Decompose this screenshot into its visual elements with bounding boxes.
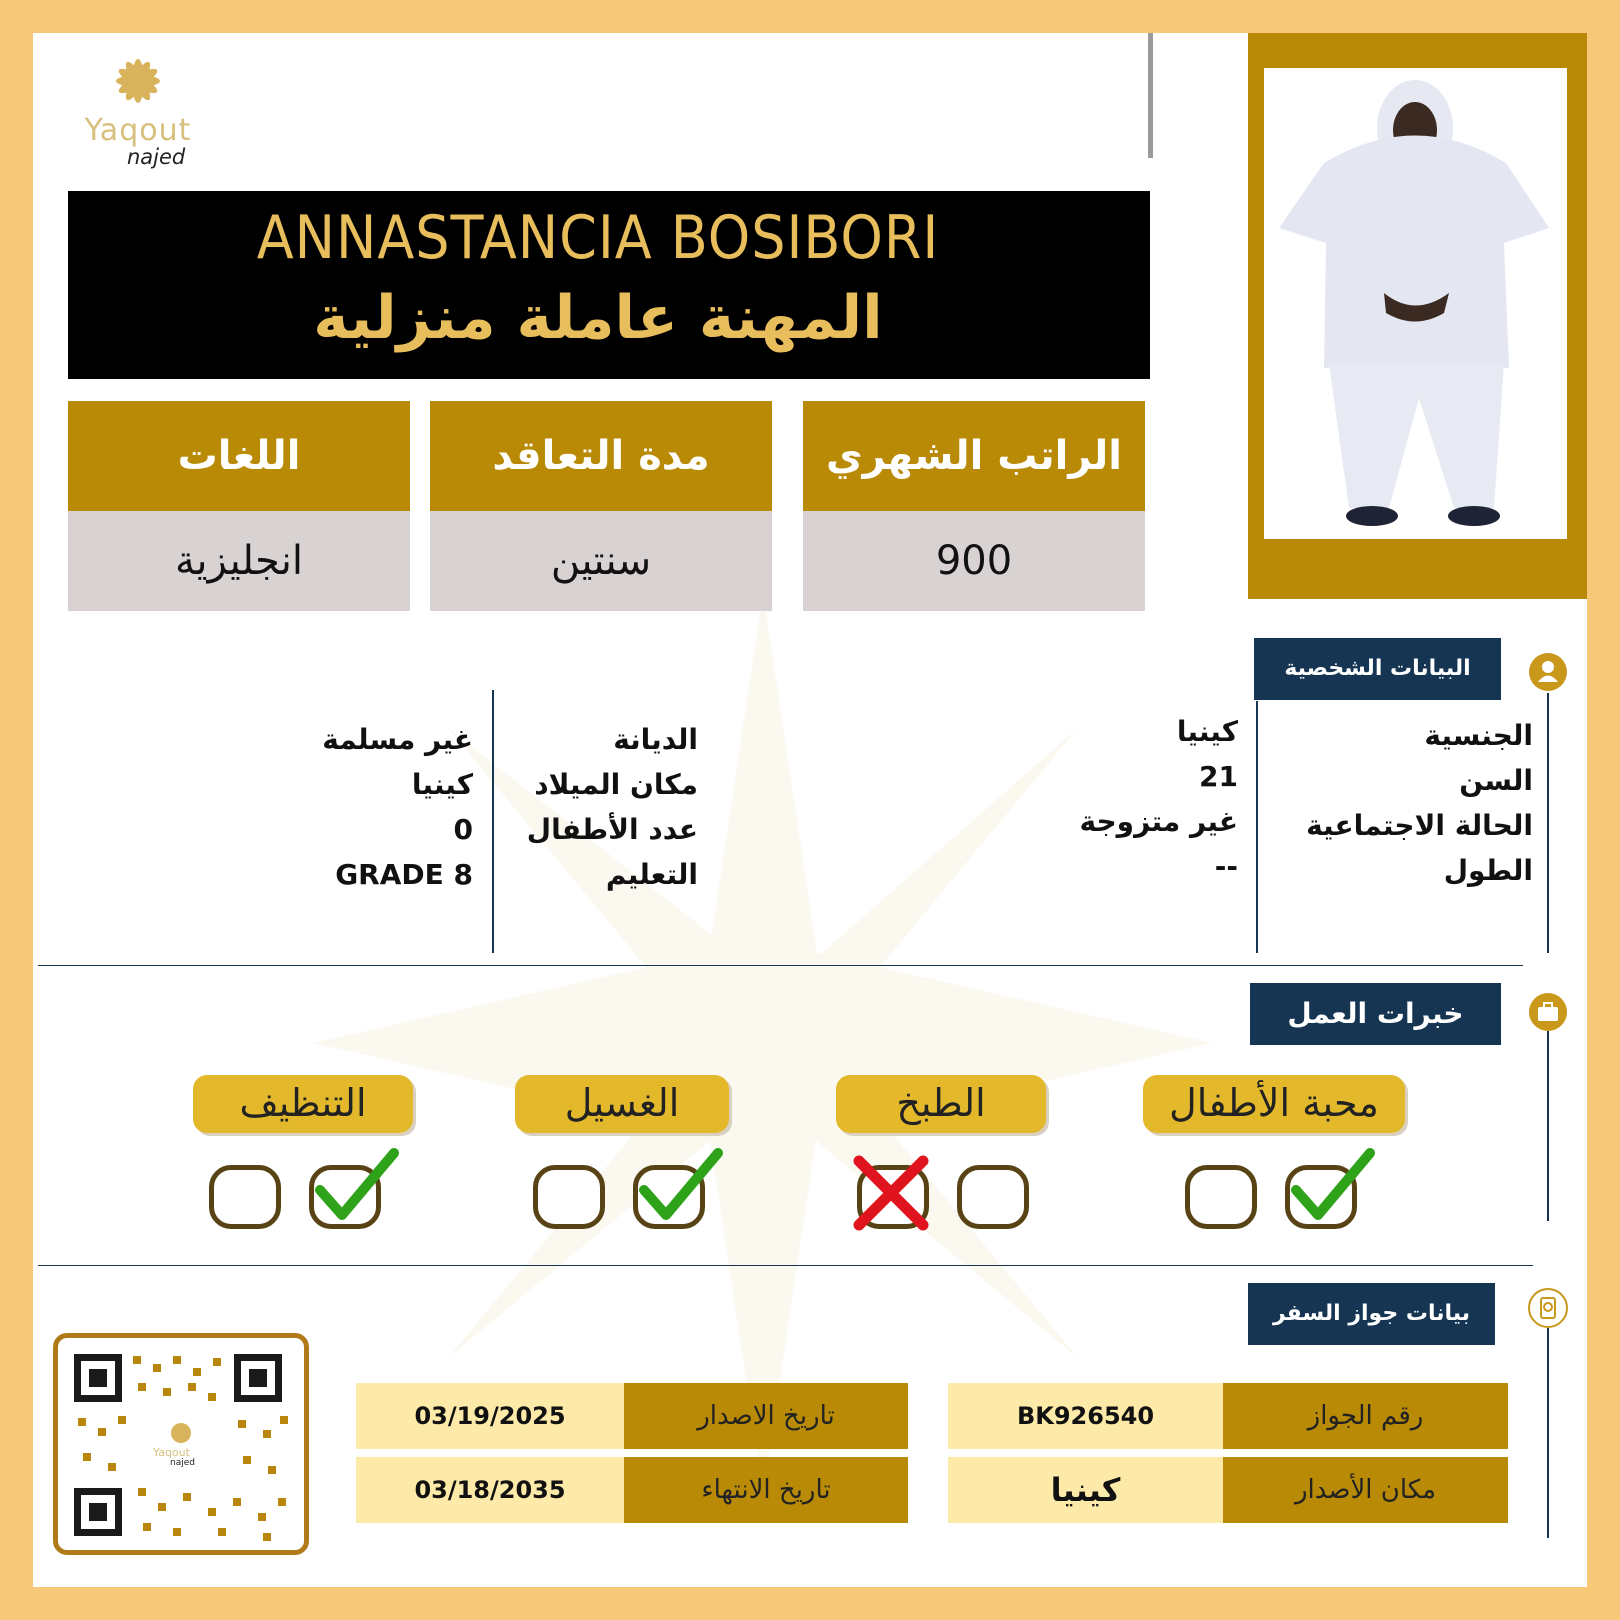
field-value: كينيا [1176, 715, 1238, 748]
check-icon [1288, 1145, 1378, 1225]
section-experience-title: خبرات العمل [1250, 983, 1501, 1045]
passport-icon [1528, 1288, 1568, 1328]
candidate-profession: المهنة عاملة منزلية [313, 283, 883, 353]
section-divider [38, 1265, 1533, 1266]
check-icon [312, 1145, 402, 1225]
section-rule [1547, 1328, 1549, 1538]
info-value: 900 [803, 511, 1145, 611]
section-divider [38, 965, 1523, 966]
passport-expiry-label: تاريخ الانتهاء [624, 1457, 908, 1523]
personal-values-left [283, 717, 473, 897]
field-label: الديانة [613, 723, 698, 756]
qr-code-icon [58, 1338, 304, 1550]
info-value: انجليزية [68, 511, 410, 611]
field-value: كينيا [411, 768, 473, 801]
passport-number-row [948, 1383, 1508, 1449]
cross-icon [851, 1153, 931, 1233]
name-banner [68, 191, 1150, 379]
field-label: الجنسية [1424, 719, 1533, 752]
skill-no-box [533, 1165, 605, 1229]
photo-frame [1248, 33, 1587, 599]
candidate-name: ANNASTANCIA BOSIBORI [256, 203, 940, 273]
section-passport-title: بيانات جواز السفر [1248, 1283, 1495, 1345]
passport-issue-date: 03/19/2025 [356, 1383, 624, 1449]
field-value: غير متزوجة [1079, 805, 1238, 838]
skill-cleaning: التنظيف [193, 1075, 413, 1133]
personal-labels-left [503, 717, 698, 897]
info-label: اللغات [68, 401, 410, 511]
passport-issue-date-label: تاريخ الاصدار [624, 1383, 908, 1449]
column-divider [1256, 701, 1258, 953]
passport-issue-date-row [356, 1383, 908, 1449]
flower-logo-icon [93, 43, 183, 123]
brand-logo [63, 43, 223, 183]
check-icon [636, 1145, 726, 1225]
info-contract [430, 401, 772, 611]
info-value: سنتين [430, 511, 772, 611]
field-label: التعليم [605, 858, 698, 891]
skill-childcare: محبة الأطفال [1143, 1075, 1405, 1133]
field-label: الطول [1443, 854, 1533, 887]
section-personal-title: البيانات الشخصية [1254, 638, 1501, 700]
info-salary [803, 401, 1145, 611]
skill-cooking: الطبخ [836, 1075, 1046, 1133]
field-value: 0 [453, 813, 473, 846]
briefcase-icon [1529, 993, 1567, 1031]
qr-code[interactable] [53, 1333, 309, 1555]
skill-washing: الغسيل [515, 1075, 729, 1133]
field-label: الحالة الاجتماعية [1306, 809, 1533, 842]
cv-sheet [33, 33, 1587, 1587]
passport-number-label: رقم الجواز [1223, 1383, 1508, 1449]
skill-no-box [1185, 1165, 1257, 1229]
info-label: الراتب الشهري [803, 401, 1145, 511]
field-value: غير مسلمة [322, 723, 473, 756]
qr-logo-text: Yaqout [153, 1446, 190, 1459]
section-rule [1547, 693, 1549, 953]
divider [1148, 33, 1153, 158]
passport-number: BK926540 [948, 1383, 1223, 1449]
personal-labels-right [1263, 713, 1533, 893]
section-rule [1547, 1031, 1549, 1221]
passport-issue-place-label: مكان الأصدار [1223, 1457, 1508, 1523]
passport-issue-place: كينيا [948, 1457, 1223, 1523]
person-icon [1529, 653, 1567, 691]
info-languages [68, 401, 410, 611]
field-value: GRADE 8 [335, 858, 473, 891]
passport-expiry-row [356, 1457, 908, 1523]
personal-values-right [1033, 709, 1238, 889]
person-photo-icon [1264, 68, 1567, 539]
field-label: السن [1459, 764, 1533, 797]
skill-no-box [209, 1165, 281, 1229]
field-value: 21 [1199, 760, 1238, 793]
passport-place-row [948, 1457, 1508, 1523]
field-label: مكان الميلاد [534, 768, 698, 801]
logo-subtext: najed [127, 145, 186, 169]
candidate-photo [1264, 68, 1567, 539]
qr-logo-subtext: najed [170, 1458, 195, 1468]
field-label: عدد الأطفال [526, 813, 698, 846]
column-divider [492, 690, 494, 953]
info-label: مدة التعاقد [430, 401, 772, 511]
logo-text: Yaqout [84, 113, 192, 148]
skill-yes-box [957, 1165, 1029, 1229]
passport-expiry: 03/18/2035 [356, 1457, 624, 1523]
field-value: -- [1214, 850, 1238, 883]
